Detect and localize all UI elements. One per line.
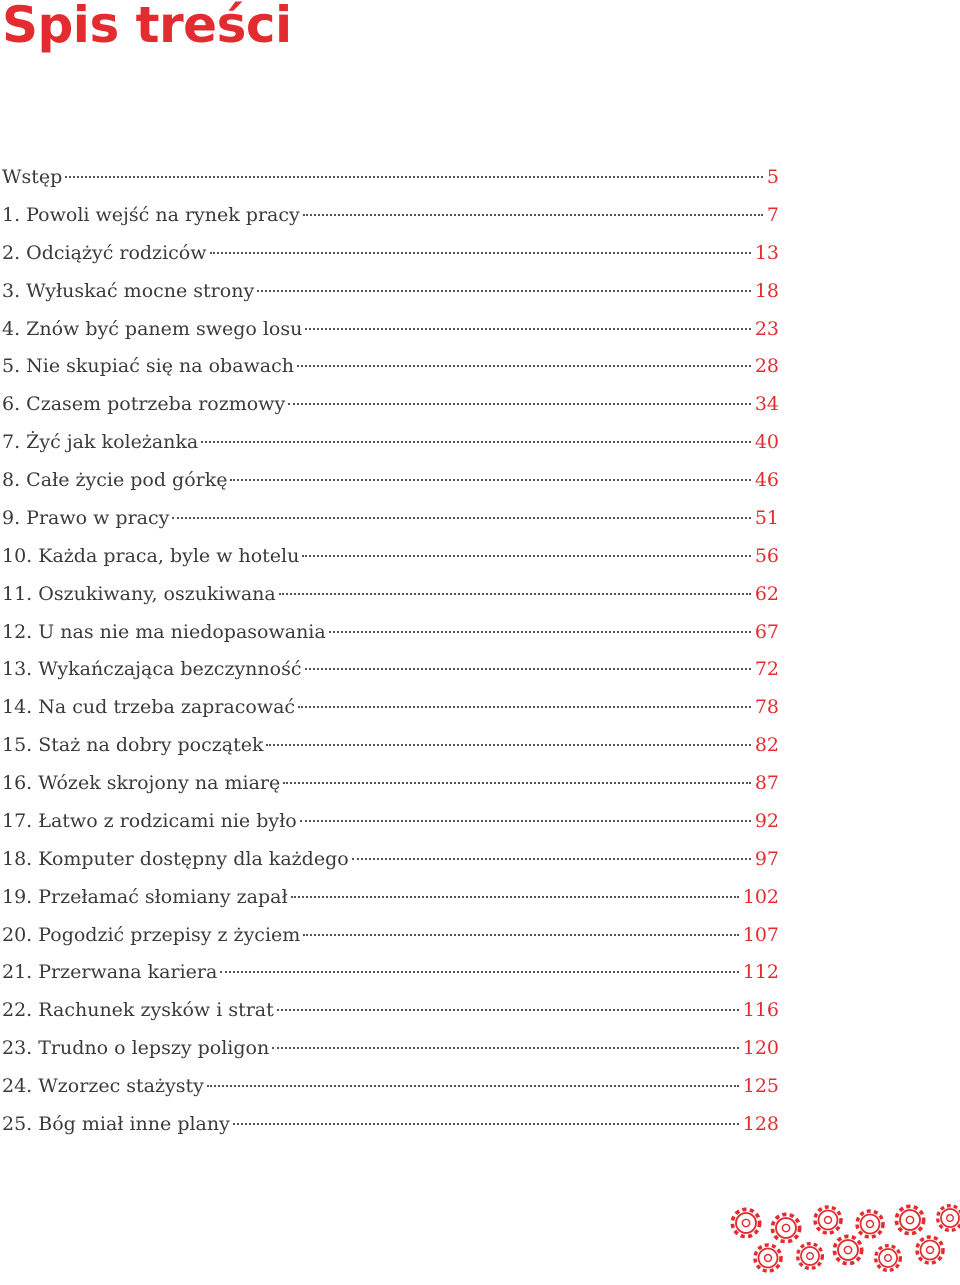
dot-leader (302, 555, 750, 557)
dot-leader (305, 328, 750, 330)
toc-entry[interactable] (2, 886, 779, 924)
toc-entry-page: 67 (754, 620, 779, 643)
toc-entry-page: 82 (754, 734, 779, 757)
toc-entry[interactable] (2, 772, 779, 810)
toc-entry-label: 15. Staż na dobry początek (2, 734, 264, 757)
toc-entry-page: 56 (754, 544, 779, 567)
dot-leader (172, 517, 750, 519)
toc-entry-label: 7. Żyć jak koleżanka (2, 431, 199, 454)
toc-entry-label: 24. Wzorzec stażysty (2, 1075, 204, 1097)
toc-entry-page: 78 (754, 696, 779, 719)
toc-entry-page: 62 (754, 582, 779, 605)
toc-entry-label: 11. Oszukiwany, oszukiwana (2, 582, 276, 605)
dot-leader (230, 479, 750, 481)
dot-leader (279, 593, 751, 595)
dot-leader (65, 176, 763, 178)
dot-leader (303, 214, 763, 216)
toc-entry[interactable] (2, 734, 779, 772)
dot-leader (288, 403, 751, 405)
dot-leader (207, 1085, 739, 1087)
toc-entry-label: 23. Trudno o lepszy poligon (2, 1037, 270, 1060)
dot-leader (283, 782, 751, 784)
dot-leader (220, 971, 738, 973)
toc-entry[interactable] (2, 999, 779, 1037)
dot-leader (266, 744, 750, 746)
toc-entry-label: 21. Przerwana kariera (2, 961, 218, 984)
page-title: Spis treści (2, 0, 292, 54)
toc-entry[interactable] (2, 924, 779, 962)
toc-entry[interactable] (2, 393, 779, 431)
toc-entry-label: 3. Wyłuskać mocne strony (2, 279, 255, 302)
dot-leader (305, 668, 751, 670)
toc-entry-page: 40 (754, 431, 779, 454)
toc-entry[interactable] (2, 507, 779, 545)
toc-entry[interactable] (2, 696, 779, 734)
toc-entry-label: 25. Bóg miał inne plany (2, 1112, 230, 1135)
toc-entry-label: 4. Znów być panem swego losu (2, 317, 303, 340)
toc-entry-label: 20. Pogodzić przepisy z życiem (2, 923, 301, 946)
toc-entry[interactable] (2, 431, 779, 469)
toc-entry-page: 23 (754, 317, 779, 340)
toc-entry[interactable] (2, 355, 779, 393)
toc-entry[interactable] (2, 583, 779, 621)
gears-icon (728, 1198, 960, 1285)
dot-leader (272, 1047, 739, 1049)
toc-entry[interactable] (2, 242, 779, 280)
toc-entry-page: 128 (742, 1112, 779, 1135)
toc-entry-label: 12. U nas nie ma niedopasowania (2, 620, 326, 643)
toc-entry-page: 97 (754, 847, 779, 870)
toc-entry[interactable] (2, 1037, 779, 1075)
toc-entry-label: 22. Rachunek zysków i strat (2, 999, 274, 1022)
toc-entry[interactable] (2, 166, 779, 204)
dot-leader (300, 820, 751, 822)
toc-entry-label: 1. Powoli wejść na rynek pracy (2, 203, 300, 226)
dot-leader (210, 252, 751, 254)
dot-leader (303, 934, 738, 936)
toc-entry[interactable] (2, 658, 779, 696)
dot-leader (233, 1123, 739, 1125)
toc-entry-label: 5. Nie skupiać się na obawach (2, 355, 295, 378)
toc-entry-page: 116 (742, 999, 779, 1022)
toc-entry-page: 87 (754, 772, 779, 794)
toc-entry-page: 102 (742, 885, 779, 908)
toc-entry-label: 8. Całe życie pod górkę (2, 469, 228, 491)
toc-entry-page: 7 (766, 203, 779, 226)
toc-entry[interactable] (2, 810, 779, 848)
dot-leader (352, 858, 751, 860)
toc-entry-label: 6. Czasem potrzeba rozmowy (2, 393, 286, 416)
toc-entry-page: 5 (766, 166, 779, 188)
dot-leader (291, 896, 739, 898)
toc-entry[interactable] (2, 848, 779, 886)
toc-entry-page: 112 (742, 961, 779, 984)
toc-entry-page: 28 (754, 355, 779, 378)
toc-entry-label: 13. Wykańczająca bezczynność (2, 658, 302, 681)
dot-leader (329, 631, 751, 633)
toc-entry-label: 9. Prawo w pracy (2, 506, 170, 529)
toc-entry-page: 125 (742, 1075, 779, 1097)
dot-leader (298, 706, 751, 708)
toc-entry-page: 34 (754, 393, 779, 416)
toc-entry-label: 17. Łatwo z rodzicami nie było (2, 809, 297, 832)
toc-entry[interactable] (2, 621, 779, 659)
toc-entry[interactable] (2, 318, 779, 356)
toc-entry-label: 10. Każda praca, byle w hotelu (2, 544, 300, 567)
toc-entry-label: Wstęp (2, 166, 63, 188)
toc-entry-label: 18. Komputer dostępny dla każdego (2, 847, 349, 870)
toc-entry[interactable] (2, 469, 779, 507)
toc-entry-page: 46 (754, 469, 779, 491)
dot-leader (201, 441, 751, 443)
toc-entry-label: 14. Na cud trzeba zapracować (2, 696, 296, 719)
toc-entry[interactable] (2, 961, 779, 999)
toc-entry-label: 19. Przełamać słomiany zapał (2, 885, 288, 908)
dot-leader (257, 290, 751, 292)
toc-entry[interactable] (2, 1075, 779, 1113)
toc-entry[interactable] (2, 1113, 779, 1151)
toc-entry[interactable] (2, 545, 779, 583)
toc-entry-page: 51 (754, 506, 779, 529)
toc-entry-label: 16. Wózek skrojony na miarę (2, 772, 281, 794)
toc-entry-page: 18 (754, 279, 779, 302)
toc-entry-page: 92 (754, 809, 779, 832)
toc-entry-page: 107 (742, 923, 779, 946)
toc-entry-page: 72 (754, 658, 779, 681)
dot-leader (277, 1009, 739, 1011)
dot-leader (297, 365, 751, 367)
toc-entry[interactable] (2, 280, 779, 318)
toc-entry-page: 13 (754, 241, 779, 264)
toc-entry-label: 2. Odciążyć rodziców (2, 241, 207, 264)
toc-entry-page: 120 (742, 1037, 779, 1060)
toc-entry[interactable] (2, 204, 779, 242)
table-of-contents (2, 166, 779, 1151)
